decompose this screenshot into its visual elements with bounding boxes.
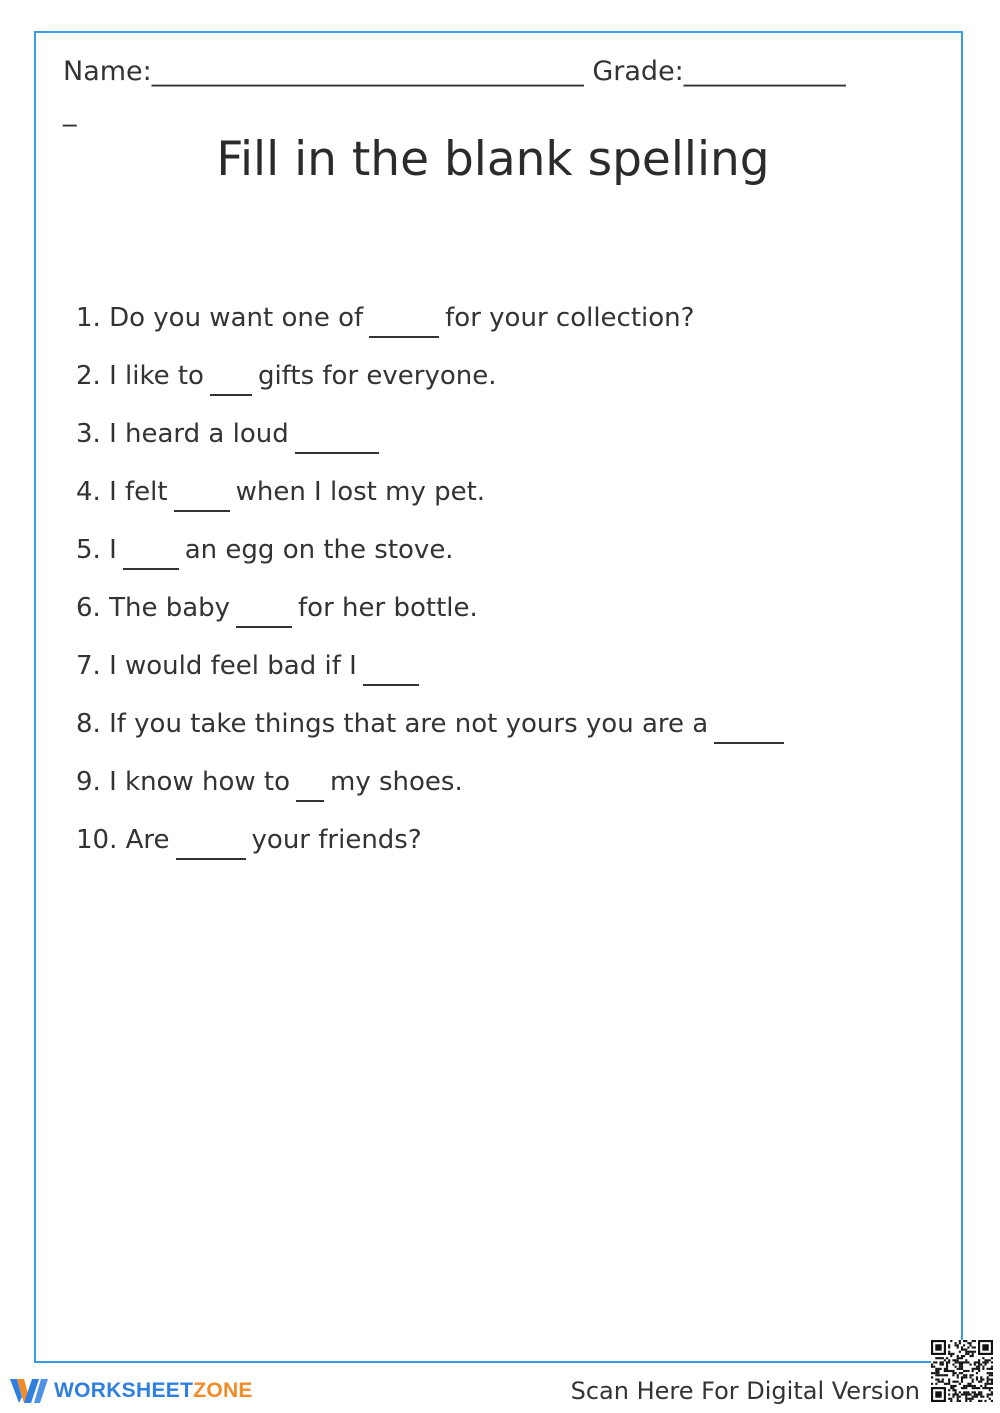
question-number: 6. [76, 593, 101, 623]
question-item [76, 296, 916, 354]
question-number: 9. [76, 767, 101, 797]
grade-line: ____________ [683, 56, 846, 87]
question-text-after: when I lost my pet. [235, 477, 486, 507]
question-number: 3. [76, 419, 101, 449]
answer-blank[interactable] [176, 824, 246, 860]
question-item [76, 818, 916, 876]
name-line: ________________________________ [151, 56, 584, 87]
question-text-before: I know how to [109, 767, 290, 797]
question-text-before: If you take things that are not yours you are a [109, 709, 709, 739]
question-number: 7. [76, 651, 101, 681]
question-text-after: gifts for everyone. [257, 361, 497, 391]
question-text-before: Do you want one of [109, 303, 364, 333]
question-item [76, 586, 916, 644]
question-item [76, 702, 916, 760]
answer-blank[interactable] [295, 418, 379, 454]
question-text-before: I felt [109, 477, 168, 507]
answer-blank[interactable] [236, 592, 292, 628]
question-number: 5. [76, 535, 101, 565]
question-text-after: my shoes. [330, 767, 463, 797]
logo-text-zone: ZONE [193, 1379, 253, 1402]
question-text-after: for your collection? [445, 303, 695, 333]
page-title: Fill in the blank spelling [216, 132, 770, 187]
worksheetzone-logo [10, 1377, 253, 1405]
question-number: 10. [76, 825, 118, 855]
grade-line-continuation: _ [63, 96, 77, 127]
question-item [76, 528, 916, 586]
question-number: 1. [76, 303, 101, 333]
question-number: 2. [76, 361, 101, 391]
answer-blank[interactable] [174, 476, 230, 512]
scan-caption: Scan Here For Digital Version [570, 1377, 920, 1405]
logo-text-worksheet: WORKSHEET [54, 1379, 194, 1402]
answer-blank[interactable] [210, 360, 252, 396]
question-number: 8. [76, 709, 101, 739]
header-fields [63, 52, 923, 92]
question-text-before: I like to [109, 361, 204, 391]
answer-blank[interactable] [363, 650, 419, 686]
question-text-before: I [109, 535, 117, 565]
question-list [76, 296, 916, 876]
question-item [76, 644, 916, 702]
grade-label: Grade: [592, 56, 684, 87]
qr-code-icon[interactable] [931, 1340, 993, 1402]
question-text-before: The baby [109, 593, 231, 623]
logo-w-icon [10, 1377, 48, 1405]
name-label: Name: [63, 56, 152, 87]
question-text-before: I would feel bad if I [109, 651, 357, 681]
question-text-before: I heard a loud [109, 419, 289, 449]
question-text-after: for her bottle. [298, 593, 478, 623]
answer-blank[interactable] [123, 534, 179, 570]
question-number: 4. [76, 477, 101, 507]
question-text-after: an egg on the stove. [184, 535, 454, 565]
question-text-after: your friends? [251, 825, 422, 855]
question-item [76, 354, 916, 412]
question-item [76, 412, 916, 470]
answer-blank[interactable] [296, 766, 324, 802]
footer [0, 1363, 1000, 1413]
answer-blank[interactable] [714, 708, 784, 744]
question-item [76, 760, 916, 818]
question-text-before: Are [125, 825, 170, 855]
answer-blank[interactable] [369, 302, 439, 338]
question-item [76, 470, 916, 528]
